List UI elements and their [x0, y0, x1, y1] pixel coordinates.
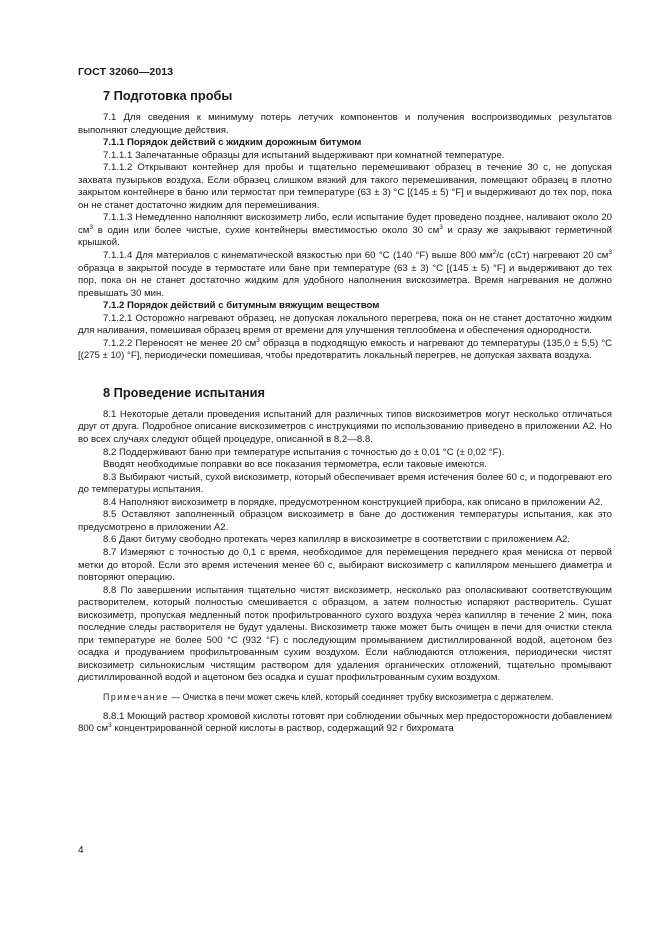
paragraph-8-6: 8.6 Дают битуму свободно протекать через капилляр в вискозиметре в соответствии с приложением А2.	[103, 534, 570, 546]
document-body	[78, 88, 612, 736]
paragraph-8-5: 8.5 Оставляют заполненный образцом вискозиметр в бане до достижения температуры испытания, как это предусмотрено в приложении А2.	[78, 509, 612, 533]
paragraph-8-2: 8.2 Поддерживают баню при температуре испытания с точностью до ± 0,01 °С (± 0,02 °F).	[103, 446, 505, 458]
note-label: Примечание	[103, 691, 169, 702]
note	[78, 691, 612, 705]
paragraph-7-1-1-4: 7.1.1.4 Для материалов с кинематической вязкостью при 60 °С (140 °F) выше 800 $мм^2/с$ (сСт) нагревают 20 $см^3$ образца в закрытой посуде в термостате или бане при температуре (63 ± 3) °С [(145 ± 5) °F] и выдерживают до тех пор, пока он не станет достаточно жидким для удобного наполнения вискозиметра. Время нагревания не должно превышать 30 мин.	[78, 249, 612, 299]
paragraph-7-1-2-2: 7.1.2.2 Переносят не менее 20 $см^3$ образца в подходящую емкость и нагревают до температуры (135,0 ± 5,5) °С [(275 ± 10) °F], периодически помешивая, чтобы предотвратить локальный перегрев, не допуская захвата воздуха.	[78, 336, 612, 362]
section-7-title: 7 Подготовка пробы	[103, 88, 233, 103]
document-header: ГОСТ 32060—2013	[78, 66, 174, 78]
paragraph-7-1: 7.1 Для сведения к минимуму потерь летучих компонентов и получения воспроизводимых результатов выполняют следующие действия.	[78, 112, 612, 136]
paragraph-8-7: 8.7 Измеряют с точностью до 0,1 с время, необходимое для перемещения переднего края мениска от первой метки до второй. Если это время истечения менее 60 с, выбирают вискозиметр с капилляром меньшего диаметра и повторяют операцию.	[78, 546, 612, 584]
subsection-7-1-2-title: 7.1.2 Порядок действий с битумным вяжущим веществом	[103, 300, 380, 312]
paragraph-8-4: 8.4 Наполняют вискозиметр в порядке, предусмотренном конструкцией прибора, как описано в приложении А2.	[103, 496, 603, 508]
paragraph-7-1-1-3: 7.1.1.3 Немедленно наполняют вискозиметр либо, если испытание будет проведено позднее, наливают около 20 $см^3$ в один или более чистые, сухие контейнеры вместимостью около 30 $см^3$ и сразу же закрывают герметичной крышкой.	[78, 212, 612, 249]
paragraph-7-1-1-2: 7.1.1.2 Открывают контейнер для пробы и тщательно перемешивают образец в течение 30 с, не допуская захвата пузырьков воздуха. Если образец слишком вязкий для такого перемешивания, помещают образец в плотно закрытом контейнере в баню или термостат при температуре (63 ± 3) °С [(145 ± 5) °F] и выдерживают до тех пор, пока он не станет достаточно жидким для перемешивания.	[78, 162, 612, 211]
paragraph-7-1-1-1: 7.1.1.1 Запечатанные образцы для испытаний выдерживают при комнатной температуре.	[103, 149, 505, 161]
subsection-7-1-1-title: 7.1.1 Порядок действий с жидким дорожным битумом	[103, 137, 362, 149]
paragraph-7-1-2-1: 7.1.2.1 Осторожно нагревают образец, не допуская локального перегрева, пока он не станет достаточно жидким для наливания, помешивая образец время от времени для улучшения теплообмена и обеспечения однородности.	[78, 312, 612, 337]
paragraph-8-8-1: 8.8.1 Моющий раствор хромовой кислоты готовят при соблюдении обычных мер предосторожности добавлением 800 $см^3$ концентрированной серной кислоты в раствор, содержащий 92 г бихромата	[78, 710, 612, 735]
note-text: — Очистка в печи может сжечь клей, который соединяет трубку вискозиметра с держателем.	[168, 691, 554, 702]
paragraph-8-8: 8.8 По завершении испытания тщательно чистят вискозиметр, несколько раз ополаскивают соответствующим растворителем, который полностью смешивается с образцом, а затем полностью испаряют растворитель. Сушат вискозиметр, пропуская медленный поток профильтрованного сухого воздуха через капилляр в течение 2 мин, пока последние следы растворителя не будут удалены. Вискозиметр также может быть очищен в печи для очистки стекла при температуре не более 500 °С (932 °F) с последующим промыванием дистиллированной водой, ацетоном без осадка и продуванием профильтрованным сухим воздухом. Если наблюдаются отложения, периодически чистят вискозиметр сильнокислым чистящим раствором для удаления органических отложений, тщательно промывают дистиллированной водой и ацетоном без осадка и сушат профильтрованным сухим воздухом.	[78, 584, 612, 684]
paragraph-8-2-continued: Вводят необходимые поправки во все показания термометра, если таковые имеются.	[103, 459, 487, 471]
section-8-title: 8 Проведение испытания	[103, 384, 265, 400]
paragraph-8-1: 8.1 Некоторые детали проведения испытаний для различных типов вискозиметров могут несколько отличаться друг от друга. Подробное описание вискозиметров с инструкциями по использованию приведено в приложении А2. Но во всех случаях следуют общей процедуре, описанной в 8.2—8.8.	[78, 408, 612, 446]
paragraph-8-3: 8.3 Выбирают чистый, сухой вискозиметр, который обеспечивает время истечения более 60 с, и подогревают его до температуры испытания.	[78, 471, 612, 496]
page-number: 4	[78, 845, 84, 856]
